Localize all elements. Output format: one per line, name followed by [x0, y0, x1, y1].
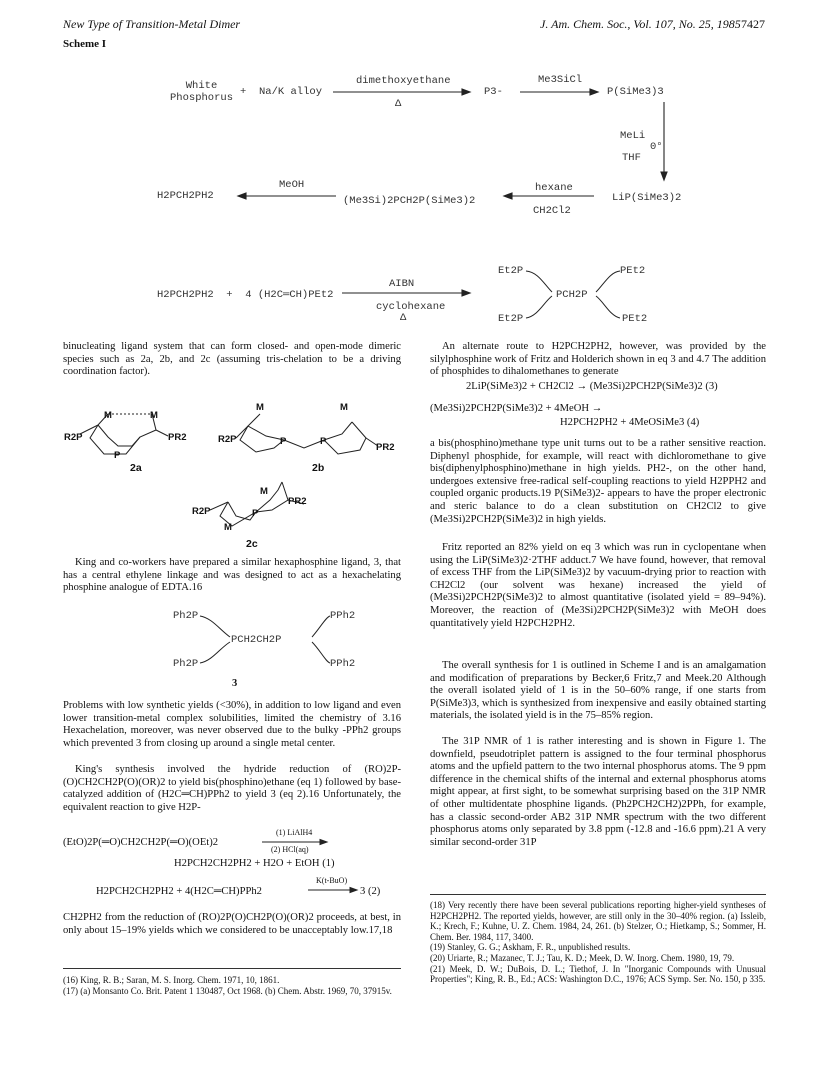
footnote-17: (17) (a) Monsanto Co. Brit. Patent 1 130487, Oct 1968. (b) Chem. Abstr. 1969, 70, 37915v. — [63, 985, 392, 996]
eq4-line1: (Me3Si)2PCH2P(SiMe3)2 + 4MeOH → — [430, 403, 603, 414]
pph2-bottom: PPh2 — [330, 658, 356, 670]
eq1-left: (EtO)2P(═O)CH2CH2P(═O)(OEt)2 — [63, 837, 219, 848]
scheme-title: Scheme I — [63, 38, 107, 50]
footnote-19: (19) Stanley, G. G.; Askham, F. R., unpublished results. — [430, 942, 631, 953]
running-header-left: New Type of Transition-Metal Dimer — [63, 17, 241, 31]
cyclohexane-label: cyclohexane — [376, 301, 446, 313]
row3-reactants: H2PCH2PH2 + 4 (H2C═CH)PEt2 — [157, 289, 334, 301]
footnote-16: (16) King, R. B.; Saran, M. S. Inorg. Chem. 1971, 10, 1861. — [63, 975, 280, 985]
pet2-bottom: PEt2 — [622, 313, 648, 325]
meoh-label: MeOH — [279, 179, 305, 191]
label-2c: 2c — [246, 538, 258, 550]
plus-sign: + — [240, 86, 247, 98]
svg-text:M: M — [224, 522, 232, 533]
eq1-right: H2PCH2CH2PH2 + H2O + EtOH (1) — [174, 858, 335, 869]
footnote-rule-left — [63, 968, 401, 969]
pch2p-core: PCH2P — [556, 289, 588, 301]
svg-text:PR2: PR2 — [168, 432, 187, 443]
svg-text:P: P — [320, 436, 327, 447]
ph2p-bottom: Ph2P — [173, 658, 199, 670]
svg-text:M: M — [260, 486, 268, 497]
svg-text:R2P: R2P — [192, 506, 211, 517]
right-para-2: a bis(phosphino)methane type unit turns out to be a rather sensitive reaction. Diphenyl phosphide, for example, will react with dichloromethane to give bis(diphenylphosphino)methane in high yields. PH2-, on the other hand, undergoes extensive free-radical self-coupling reactions to yield H2PPH2 and coupled organic products.19 P(SiMe3)2- appears to have the proper electronic and steric balance to do a clean substitution on CH2Cl2 to give (Me3Si)2PCH2P(SiMe3)2 in high yields. — [430, 438, 766, 525]
eq2-left: H2PCH2CH2PH2 + 4(H2C═CH)PPh2 — [96, 886, 262, 897]
right-para-3: Fritz reported an 82% yield on eq 3 which was run in cyclopentane when using the LiP(SiMe3)2·2THF adduct.7 We have found, however, that removal of excess THF from the LiP(SiMe3)2 by vacuum-drying prior to reaction with CH2Cl2 (our solvent was hexane) increased the yield of (Me3Si)2PCH2P(SiMe3)2 to almost quantitative (isolated yield = 89–94%). Moreover, the reaction of (Me3Si)2PCH2P(SiMe3)2 with MeOH does quantitatively yield H2PCH2PH2. — [430, 542, 766, 629]
footnotes-right — [430, 900, 766, 985]
eq2-above: K(t-BuO) — [316, 876, 348, 885]
eq2-right: 3 (2) — [360, 886, 381, 897]
right-para-5: The 31P NMR of 1 is rather interesting and is shown in Figure 1. The downfield, pseudotriplet pattern is assigned to the four terminal phosphorus atoms and the upfield pattern to the two internal phosphorus atoms. The 9 ppm difference in the chemical shifts of the internal and external phosphorus atoms might appear, at first sight, to be somewhat surprising based on the 31P NMR of other multidentate phosphine ligands. (Ph2PCH2CH2)2PPh, for example, has a classic second-order AB2 31P NMR spectrum with the two different phosphorus atoms only separated by 3.8 ppm (-12.8 and -16.6 ppm).21 A very similar second-order 31P — [430, 736, 766, 848]
me3sicl-label: Me3SiCl — [538, 74, 583, 86]
scheme-arrows — [0, 0, 827, 340]
white-phosphorus: White Phosphorus — [170, 80, 234, 104]
right-para-1: An alternate route to H2PCH2PH2, however, was provided by the silylphosphine work of Fritz and Holderich shown in eq 3 and 4.7 The addition of phosphides to dihalomethanes to generate — [430, 341, 766, 378]
svg-text:PR2: PR2 — [376, 442, 395, 453]
label-3: 3 — [232, 678, 238, 689]
zero-deg: 0° — [650, 141, 663, 153]
delta-label: Δ — [395, 98, 402, 110]
lip-reagent: LiP(SiMe3)2 — [612, 192, 682, 204]
eq4-line2: H2PCH2PH2 + 4MeOSiMe3 (4) — [560, 417, 700, 428]
psime3-product: P(SiMe3)3 — [607, 86, 664, 98]
footnotes-left — [63, 975, 401, 996]
pch2ch2p-core: PCH2CH2P — [231, 634, 282, 646]
thf-label: THF — [622, 152, 641, 164]
left-para-1: binucleating ligand system that can form closed- and open-mode dimeric species such as 2a, 2b, and 2c (assuming tris-chelation to be a driving coordination factor). — [63, 341, 401, 378]
svg-text:P: P — [114, 450, 121, 461]
svg-text:M: M — [104, 410, 112, 421]
svg-text:M: M — [256, 402, 264, 413]
eq1-above: (1) LiAlH4 — [276, 828, 313, 837]
left-para-2: King and co-workers have prepared a similar hexaphosphine ligand, 3, that has a central ethylene linkage and was designed to act as a hexachelating phosphine analogue of EDTA.16 — [63, 557, 401, 594]
svg-text:M: M — [340, 402, 348, 413]
pph2-top: PPh2 — [330, 610, 356, 622]
svg-text:PR2: PR2 — [288, 496, 307, 507]
r2p-label-2a: R2P — [64, 432, 83, 443]
eq3: 2LiP(SiMe3)2 + CH2Cl2 → (Me3Si)2PCH2P(SiMe3)2 (3) — [466, 381, 718, 392]
left-para-3: Problems with low synthetic yields (<30%), in addition to low ligand and even lower transition-metal complex solubilities, limited the chemistry of 3.16 Hexachelation, moreover, was never observed due to the bulky -PPh2 groups which prevented 3 from closing up around a single metal center. — [63, 700, 401, 749]
structures-2abc — [60, 392, 405, 552]
aibn-label: AIBN — [389, 278, 415, 290]
eq-arrows — [0, 820, 400, 900]
structure-3-bonds — [150, 600, 370, 680]
label-2b: 2b — [312, 462, 325, 474]
meli-label: MeLi — [620, 130, 646, 142]
page-number: 7427 — [741, 17, 765, 31]
svg-text:P: P — [252, 508, 259, 519]
left-para-4: King's synthesis involved the hydride reduction of (RO)2P-(O)CH2CH2P(O)(OR)2 to yield bis(phosphino)ethane (eq 1) followed by base-catalyzed addition of (H2C═CH)PPh2 to yield 3 (eq 2).16 Unfortunately, the equivalent reaction to give H2P- — [63, 764, 401, 813]
pet2-top: PEt2 — [620, 265, 646, 277]
et2p-top: Et2P — [498, 265, 524, 277]
nak-alloy: Na/K alloy — [259, 86, 323, 98]
left-para-5: CH2PH2 from the reduction of (RO)2P(O)CH2P(O)(OR)2 proceeds, at best, in only about 15–19% yields which we considered to be unacceptably low.17,18 — [63, 912, 401, 936]
right-para-4: The overall synthesis for 1 is outlined in Scheme I and is an amalgamation and modification of preparations by Becker,6 Fritz,7 and Meek.20 Although the overall isolated yield of 1 is in the 50–60% range, if one starts from P(SiMe3)3, which is synthesized from inexpensive and easily obtained starting materials, the isolated yield is in the 75–85% region. — [430, 660, 766, 722]
label-2a: 2a — [130, 462, 142, 474]
delta-label-2: Δ — [400, 312, 407, 324]
footnote-18: (18) Very recently there have been several publications reporting higher-yield syntheses of H2PCH2PH2. The reported yields, however, are still only in the 30–40% region. (a) Issleib, K.; Krech, F.; Kuhne, U. Z. Chem. 1984, 24, 261. (b) Stelzer, O.; Hietkamp, S.; Sommer, H. Chem. Ber. 1984, 117, 3400. — [430, 900, 766, 942]
running-header-right: J. Am. Chem. Soc., Vol. 107, No. 25, 1985 — [540, 17, 741, 31]
ch2cl2-label: CH2Cl2 — [533, 205, 571, 217]
footnote-21: (21) Meek, D. W.; DuBois, D. L.; Tiethof, J. In "Inorganic Compounds with Unusual Properties"; King, R. B., Ed.; ACS: Washington D.C., 1976; ACS Symp. Ser. No. 150, p 335. — [430, 963, 766, 985]
mid-intermediate: (Me3Si)2PCH2P(SiMe3)2 — [343, 195, 476, 207]
svg-text:M: M — [150, 410, 158, 421]
dme-label: dimethoxyethane — [356, 75, 451, 87]
svg-text:R2P: R2P — [218, 434, 237, 445]
p3-anion: P3- — [484, 86, 503, 98]
eq1-below: (2) HCl(aq) — [271, 845, 309, 854]
footnote-20: (20) Uriarte, R.; Mazanec, T. J.; Tau, K. D.; Meek, D. W. Inorg. Chem. 1980, 19, 79. — [430, 952, 735, 963]
et2p-bottom: Et2P — [498, 313, 524, 325]
h2p-product: H2PCH2PH2 — [157, 190, 214, 202]
svg-text:P: P — [280, 436, 287, 447]
hexane-label: hexane — [535, 182, 573, 194]
ph2p-top: Ph2P — [173, 610, 199, 622]
footnote-rule-right — [430, 894, 766, 895]
